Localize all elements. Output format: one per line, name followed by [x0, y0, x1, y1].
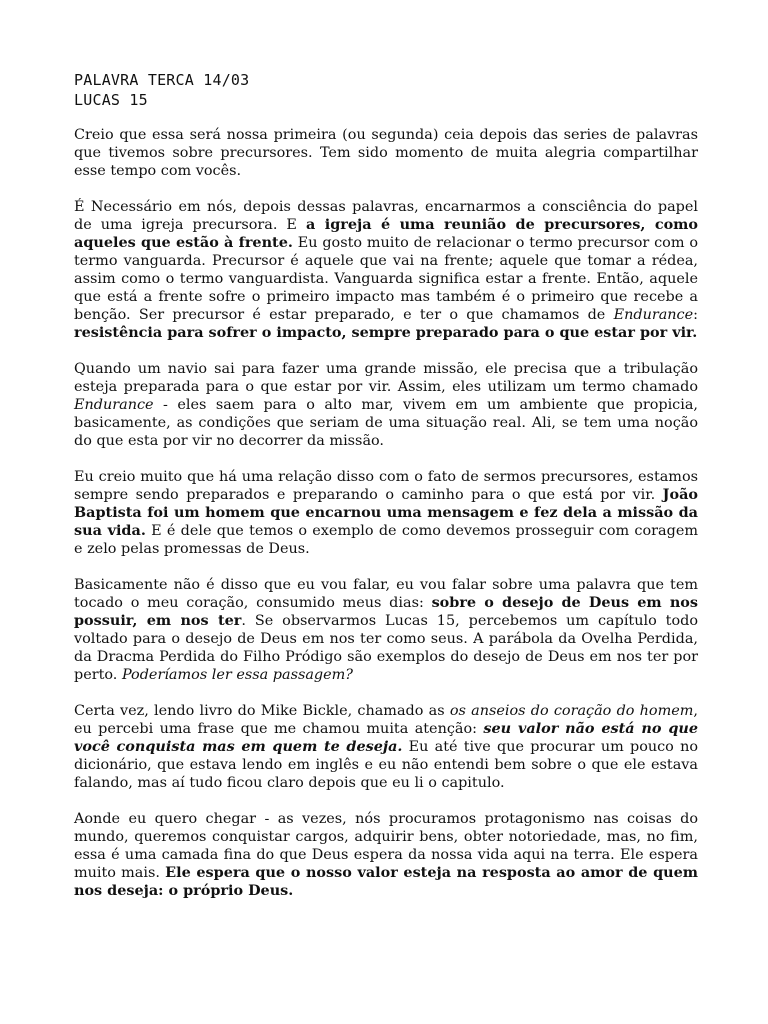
paragraph-ship: [74, 360, 698, 450]
paragraph-intro: [74, 126, 698, 180]
italic-term: Endurance: [613, 307, 694, 323]
bold-emphasis: sobre o desejo de Deus em nos possuir, em nos ter: [74, 594, 698, 629]
text-run: . Se observarmos Lucas 15, percebemos um capítulo todo voltado para o desejo de Deus em nos ter como seus. A parábola da Ovelha Perdida, da Dracma Perdida do Filho Pródigo são exemplos do desejo de Deus em nos ter por perto.: [74, 613, 698, 683]
paragraph-john-baptist: [74, 468, 698, 558]
scripture-reference: LUCAS 15: [74, 91, 148, 109]
text-run: Eu gosto muito de relacionar o termo precursor com o termo vanguarda. Precursor é aquele que vai na frente; aquele que tomar a rédea, assim como o termo vanguardista. Vanguarda significa estar a frente. Então, aquele que está a frente sofre o primeiro impacto mas também é o primeiro que recebe a benção. Ser precursor é estar preparado, e ter o que chamamos de: [74, 235, 698, 323]
paragraph-conclusion: [74, 810, 698, 900]
document-page: [74, 70, 698, 918]
text-run: Creio que essa será nossa primeira (ou segunda) ceia depois das series de palavras que tivemos sobre precursores. Tem sido momento de muita alegria compartilhar esse tempo com vocês.: [74, 127, 698, 179]
text-run: - eles saem para o alto mar, vivem em um ambiente que propicia, basicamente, as condições que seriam de uma situação real. Ali, se tem uma noção do que esta por vir no decorrer da missão.: [74, 397, 698, 449]
text-run: , eu percebi uma frase que me chamou muita atenção:: [74, 703, 698, 737]
text-run: Certa vez, lendo livro do Mike Bickle, chamado as: [74, 703, 450, 719]
text-run: Eu até tive que procurar um pouco no dicionário, que estava lendo em inglês e eu não entendi bem sobre o que ele estava falando, mas aí tudo ficou claro depois que eu li o capitulo.: [74, 739, 698, 791]
document-header: [74, 70, 698, 110]
italic-book-title: os anseios do coração do homem: [449, 703, 694, 719]
document-title: PALAVRA TERCA 14/03: [74, 71, 250, 89]
bold-emphasis: resistência para sofrer o impacto, sempre preparado para o que estar por vir.: [74, 324, 698, 341]
bold-emphasis: João Baptista foi um homem que encarnou uma mensagem e fez dela a missão da sua vida.: [74, 486, 698, 539]
bold-italic-quote: seu valor não está no que você conquista mas em quem te deseja.: [74, 720, 699, 755]
text-run: Basicamente não é disso que eu vou falar, eu vou falar sobre uma palavra que tem tocado o meu coração, consumido meus dias:: [74, 577, 698, 611]
text-run: Eu creio muito que há uma relação disso com o fato de sermos precursores, estamos sempre sendo preparados e preparando o caminho para o que está por vir.: [74, 469, 698, 503]
text-run: :: [693, 307, 698, 323]
text-run: É Necessário em nós, depois dessas palavras, encarnarmos a consciência do papel de uma igreja precursora. E: [74, 199, 698, 233]
bold-emphasis: a igreja é uma reunião de precursores, como aqueles que estão à frente.: [74, 216, 698, 251]
text-run: Aonde eu quero chegar - as vezes, nós procuramos protagonismo nas coisas do mundo, queremos conquistar cargos, adquirir bens, obter notoriedade, mas, no fim, essa é uma camada fina do que Deus espera da nossa vida aqui na terra. Ele espera muito mais.: [74, 811, 698, 881]
paragraph-precursor: [74, 198, 698, 342]
paragraph-mike-bickle: [74, 702, 698, 792]
paragraph-luke-15: [74, 576, 698, 684]
text-run: E é dele que temos o exemplo de como devemos prosseguir com coragem e zelo pelas promessas de Deus.: [74, 523, 698, 557]
italic-question: Poderíamos ler essa passagem?: [121, 667, 354, 683]
italic-term: Endurance: [74, 397, 154, 413]
text-run: Quando um navio sai para fazer uma grande missão, ele precisa que a tribulação esteja preparada para o que estar por vir. Assim, eles utilizam um termo chamado: [74, 361, 698, 395]
bold-emphasis: Ele espera que o nosso valor esteja na resposta ao amor de quem nos deseja: o próprio Deus.: [74, 864, 698, 899]
